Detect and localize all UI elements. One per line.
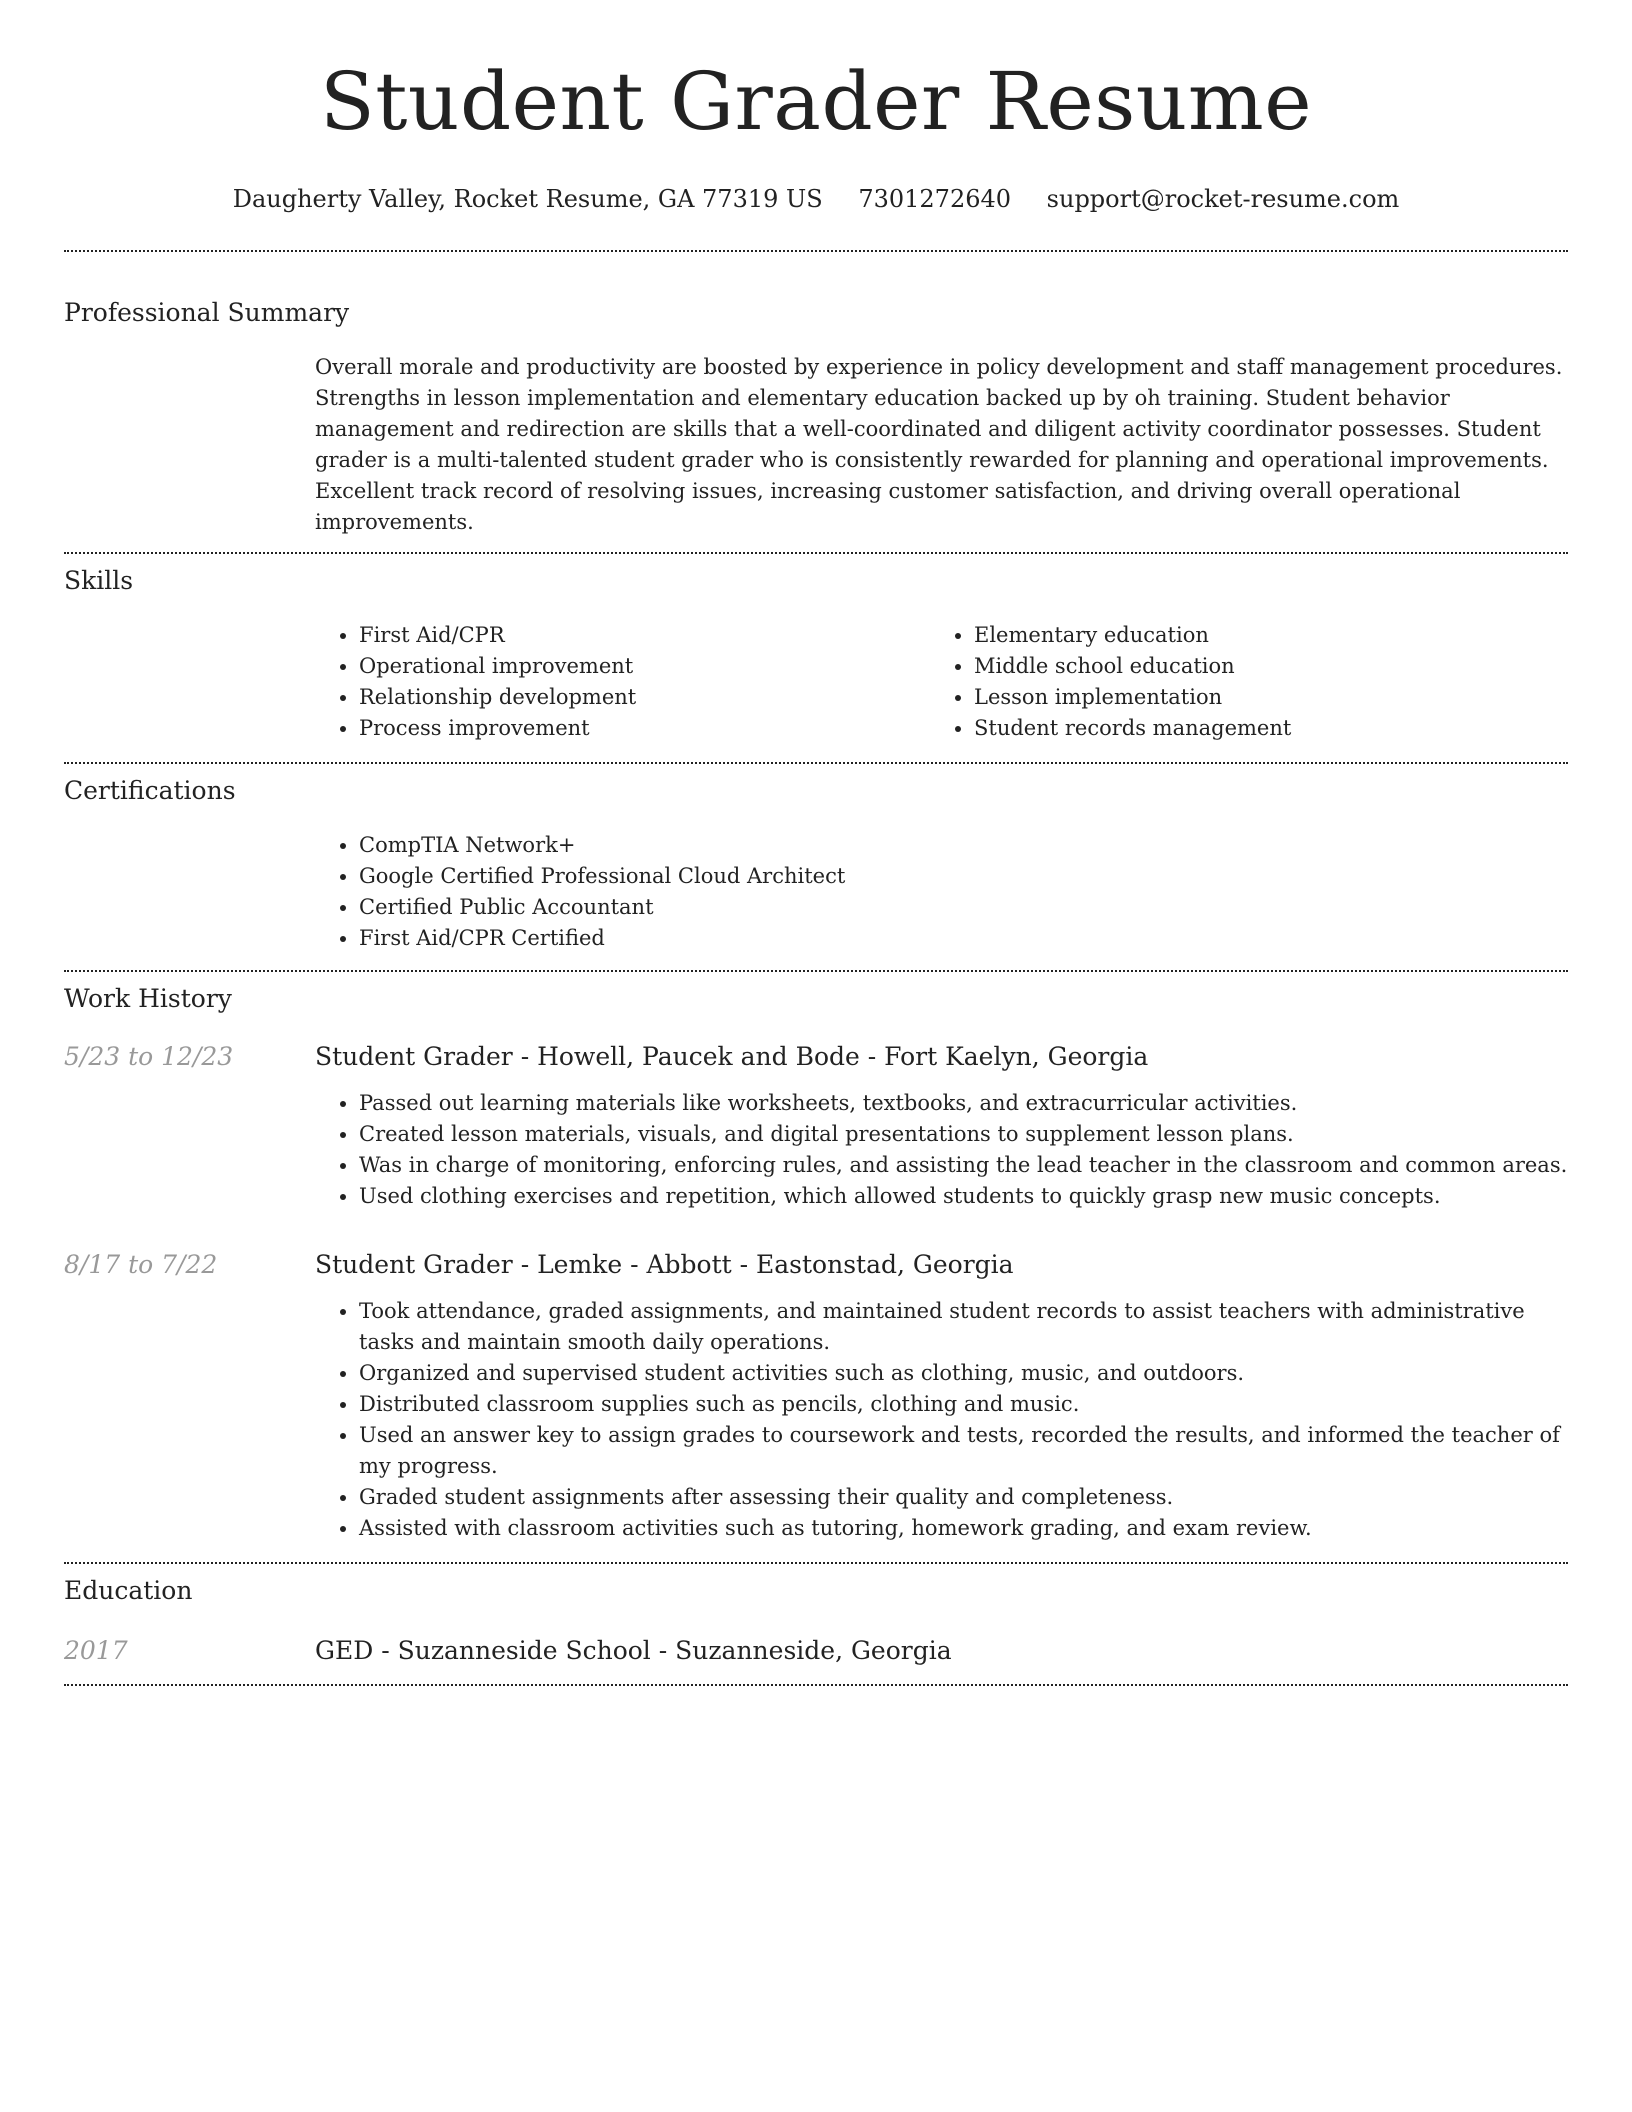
skills-list-left — [315, 620, 930, 744]
certifications-list — [315, 830, 1568, 954]
job-date: 8/17 to 7/22 — [64, 1250, 218, 1279]
section-title: Certifications — [64, 776, 236, 805]
education-date: 2017 — [64, 1636, 128, 1665]
job-title: Student Grader - Lemke - Abbott - Eastonstad, Georgia — [315, 1250, 1014, 1279]
contact-phone: 7301272640 — [858, 185, 1012, 213]
education-title: GED - Suzanneside School - Suzanneside, Georgia — [315, 1636, 952, 1665]
skill-item: • Relationship development — [359, 682, 930, 713]
job-bullet: • Created lesson materials, visuals, and digital presentations to supplement lesson plans. — [359, 1119, 1568, 1150]
job-bullets — [315, 1088, 1568, 1212]
job-title: Student Grader - Howell, Paucek and Bode - Fort Kaelyn, Georgia — [315, 1042, 1149, 1071]
job-bullet: • Graded student assignments after assessing their quality and completeness. — [359, 1482, 1568, 1513]
work-history-section — [64, 972, 1568, 1562]
job-date: 5/23 to 12/23 — [64, 1042, 234, 1071]
education-section — [64, 1564, 1568, 1684]
job-bullet: • Used clothing exercises and repetition, which allowed students to quickly grasp new music concepts. — [359, 1181, 1568, 1212]
section-title: Skills — [64, 566, 134, 595]
certification-item: • CompTIA Network+ — [359, 830, 1568, 861]
summary-text: Overall morale and productivity are boosted by experience in policy development and staff management procedures. Strengths in lesson implementation and elementary education backed up by oh training. Student behavior management and redirection are skills that a well-coordinated and diligent activity coordinator possesses. Student grader is a multi-talented student grader who is consistently rewarded for planning and operational improvements. Excellent track record of resolving issues, increasing customer satisfaction, and driving overall operational improvements. — [315, 355, 1563, 534]
divider — [64, 1684, 1568, 1686]
professional-summary-section — [64, 252, 1568, 552]
contact-email: support@rocket-resume.com — [1046, 185, 1400, 213]
certifications-section — [64, 764, 1568, 970]
contact-line — [64, 184, 1568, 214]
certification-item: • First Aid/CPR Certified — [359, 923, 1568, 954]
section-title: Professional Summary — [64, 298, 350, 327]
skill-item: • First Aid/CPR — [359, 620, 930, 651]
certification-item: • Google Certified Professional Cloud Architect — [359, 861, 1568, 892]
skill-item: • Process improvement — [359, 713, 930, 744]
job-bullet: • Organized and supervised student activities such as clothing, music, and outdoors. — [359, 1358, 1568, 1389]
job-bullet: • Distributed classroom supplies such as pencils, clothing and music. — [359, 1389, 1568, 1420]
skills-list-right — [930, 620, 1291, 744]
job-bullet: • Used an answer key to assign grades to coursework and tests, recorded the results, and informed the teacher of my progress. — [359, 1420, 1568, 1482]
skills-columns — [315, 620, 1568, 762]
resume-header — [64, 0, 1568, 214]
job-bullet: • Passed out learning materials like worksheets, textbooks, and extracurricular activities. — [359, 1088, 1568, 1119]
job-bullet: • Assisted with classroom activities such as tutoring, homework grading, and exam review. — [359, 1513, 1568, 1544]
section-title: Education — [64, 1576, 193, 1605]
job-bullets — [315, 1296, 1568, 1544]
skills-section — [64, 554, 1568, 762]
job-entry — [64, 1248, 1568, 1544]
section-title: Work History — [64, 984, 232, 1013]
job-bullet: • Took attendance, graded assignments, and maintained student records to assist teachers with administrative tasks and maintain smooth daily operations. — [359, 1296, 1568, 1358]
skill-item: • Student records management — [974, 713, 1291, 744]
job-bullet: • Was in charge of monitoring, enforcing rules, and assisting the lead teacher in the classroom and common areas. — [359, 1150, 1568, 1181]
certification-item: • Certified Public Accountant — [359, 892, 1568, 923]
skill-item: • Operational improvement — [359, 651, 930, 682]
skill-item: • Elementary education — [974, 620, 1291, 651]
job-entry — [64, 1040, 1568, 1212]
education-entry — [64, 1634, 1568, 1668]
skill-item: • Middle school education — [974, 651, 1291, 682]
resume-name: Student Grader Resume — [319, 55, 1313, 148]
contact-address: Daugherty Valley, Rocket Resume, GA 77319 US — [232, 185, 823, 213]
skill-item: • Lesson implementation — [974, 682, 1291, 713]
